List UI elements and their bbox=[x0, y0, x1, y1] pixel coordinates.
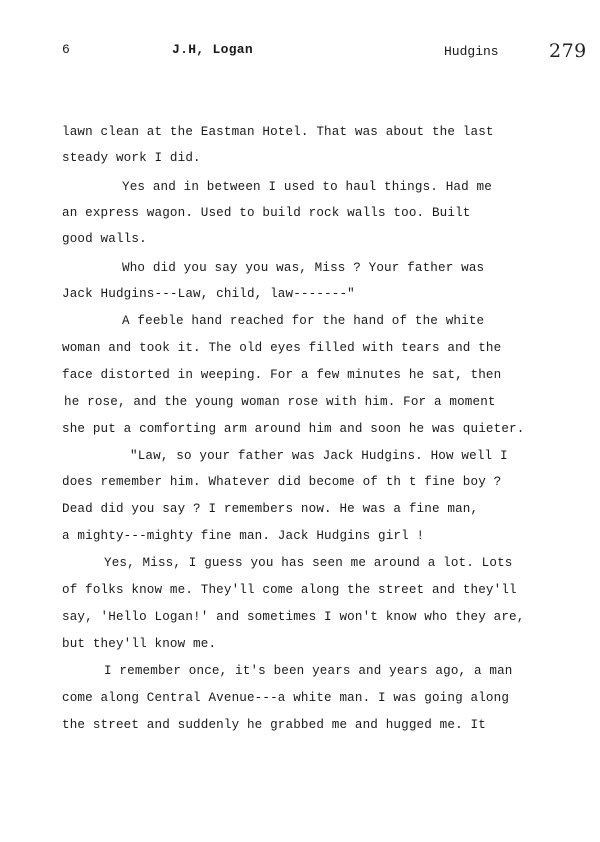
text-line: the street and suddenly he grabbed me and hugged me. It bbox=[62, 718, 486, 732]
page-number: 6 bbox=[62, 42, 70, 57]
text-line: come along Central Avenue---a white man. I was going along bbox=[62, 691, 510, 705]
text-line: say, 'Hello Logan!' and sometimes I won't know who they are, bbox=[62, 610, 525, 624]
text-line: good walls. bbox=[62, 232, 147, 246]
text-line: "Law, so your father was Jack Hudgins. How well I bbox=[130, 449, 508, 463]
text-line: Yes and in between I used to haul things. Had me bbox=[122, 180, 492, 194]
text-line: face distorted in weeping. For a few minutes he sat, then bbox=[62, 368, 502, 382]
text-line: I remember once, it's been years and years ago, a man bbox=[104, 664, 513, 678]
text-line: woman and took it. The old eyes filled with tears and the bbox=[62, 341, 502, 355]
subject-name: Hudɡins bbox=[444, 44, 499, 59]
text-line: lawn clean at the Eastman Hotel. That was about the last bbox=[62, 125, 494, 139]
interviewer-name: J.H, Logan bbox=[172, 42, 254, 57]
text-line: Jack Hudgins---Law, child, law-------" bbox=[62, 287, 355, 301]
text-line: A feeble hand reached for the hand of the white bbox=[122, 314, 485, 328]
text-line: he rose, and the young woman rose with him. For a moment bbox=[64, 395, 496, 409]
text-line: Yes, Miss, I guess you has seen me around a lot. Lots bbox=[104, 556, 513, 570]
handwritten-folio-number: 279 bbox=[549, 40, 587, 62]
text-line: a mighty---mighty fine man. Jack Hudgins girl ! bbox=[62, 529, 425, 543]
text-line: but they'll know me. bbox=[62, 637, 217, 651]
text-line: Dead did you say ? I remembers now. He was a fine man, bbox=[62, 502, 479, 516]
text-line: does remember him. Whatever did become of th t fine boy ? bbox=[62, 475, 502, 489]
text-line: of folks know me. They'll come along the street and they'll bbox=[62, 583, 517, 597]
text-line: she put a comforting arm around him and soon he was quieter. bbox=[62, 422, 525, 436]
text-line: steady work I did. bbox=[62, 151, 201, 165]
text-line: an express wagon. Used to build rock walls too. Built bbox=[62, 206, 471, 220]
text-line: Who did you say you was, Miss ? Your father was bbox=[122, 261, 485, 275]
